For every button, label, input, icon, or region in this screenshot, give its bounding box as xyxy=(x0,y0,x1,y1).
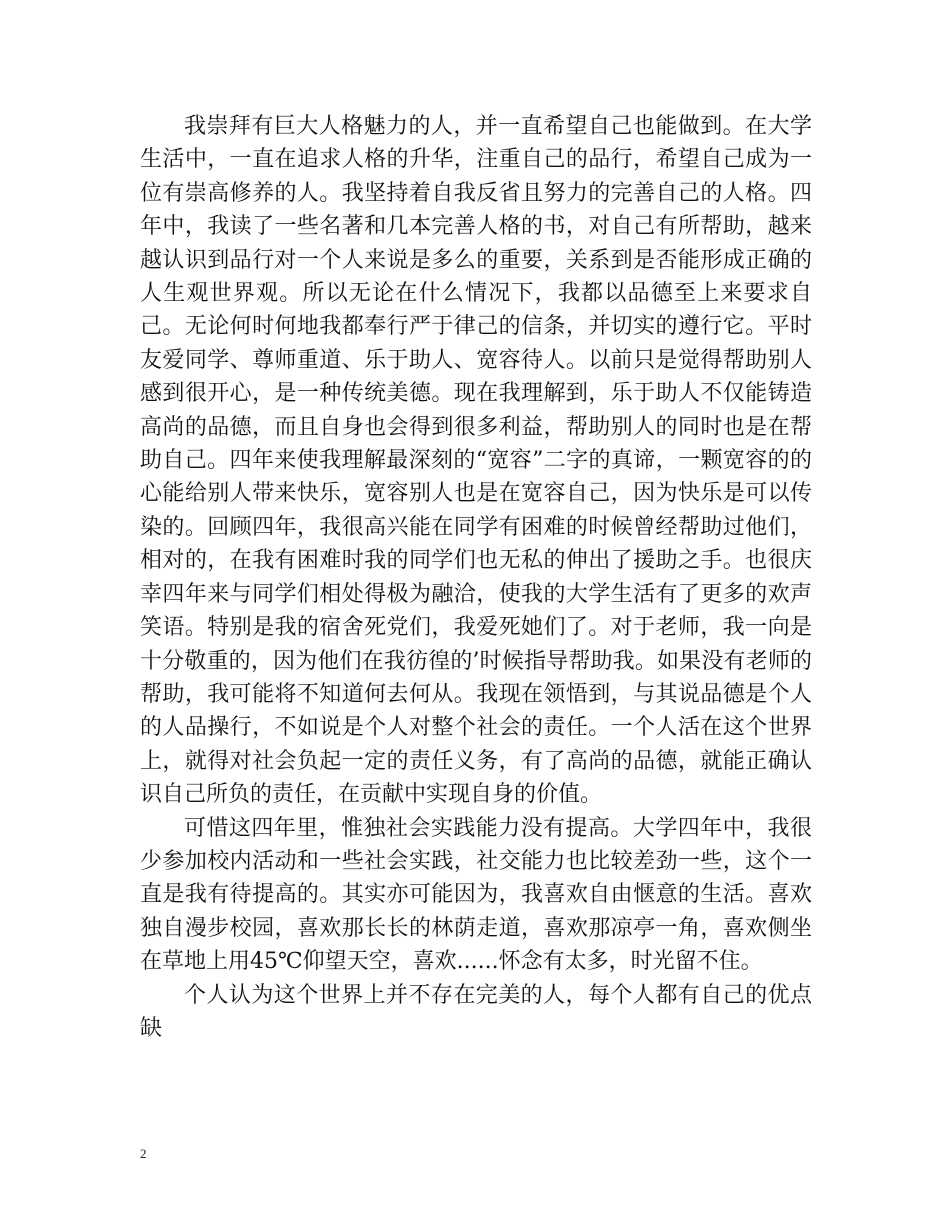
body-text xyxy=(140,110,812,1045)
paragraph-1: 我崇拜有巨大人格魅力的人，并一直希望自己也能做到。在大学生活中，一直在追求人格的升华，注重自己的品行，希望自己成为一位有崇高修养的人。我坚持着自我反省且努力的完善自己的人格。四年中，我读了一些名著和几本完善人格的书，对自己有所帮助，越来越认识到品行对一个人来说是多么的重要，关系到是否能形成正确的人生观世界观。所以无论在什么情况下，我都以品德至上来要求自己。无论何时何地我都奉行严于律己的信条，并切实的遵行它。平时友爱同学、尊师重道、乐于助人、宽容待人。以前只是觉得帮助别人感到很开心，是一种传统美德。现在我理解到，乐于助人不仅能铸造高尚的品德，而且自身也会得到很多利益，帮助别人的同时也是在帮助自己。四年来使我理解最深刻的“宽容”二字的真谛，一颗宽容的的心能给别人带来快乐，宽容别人也是在宽容自己，因为快乐是可以传染的。回顾四年，我很高兴能在同学有困难的时候曾经帮助过他们，相对的，在我有困难时我的同学们也无私的伸出了援助之手。也很庆幸四年来与同学们相处得极为融洽，使我的大学生活有了更多的欢声笑语。特别是我的宿舍死党们，我爱死她们了。对于老师，我一向是十分敬重的，因为他们在我彷徨的’时候指导帮助我。如果没有老师的帮助，我可能将不知道何去何从。我现在领悟到，与其说品德是个人的人品操行，不如说是个人对整个社会的责任。一个人活在这个世界上，就得对社会负起一定的责任义务，有了高尚的品德，就能正确认识自己所负的责任，在贡献中实现自身的价值。 xyxy=(140,114,812,808)
paragraph-3: 个人认为这个世界上并不存在完美的人，每个人都有自己的优点缺 xyxy=(140,982,812,1041)
page-number: 2 xyxy=(140,1146,147,1161)
paragraph-2: 可惜这四年里，惟独社会实践能力没有提高。大学四年中，我很少参加校内活动和一些社会实践，社交能力也比较差劲一些，这个一直是我有待提高的。其实亦可能因为，我喜欢自由惬意的生活。喜欢独自漫步校园，喜欢那长长的林荫走道，喜欢那凉亭一角，喜欢侧坐在草地上用45℃仰望天空，喜欢......怀念有太多，时光留不住。 xyxy=(140,815,812,975)
